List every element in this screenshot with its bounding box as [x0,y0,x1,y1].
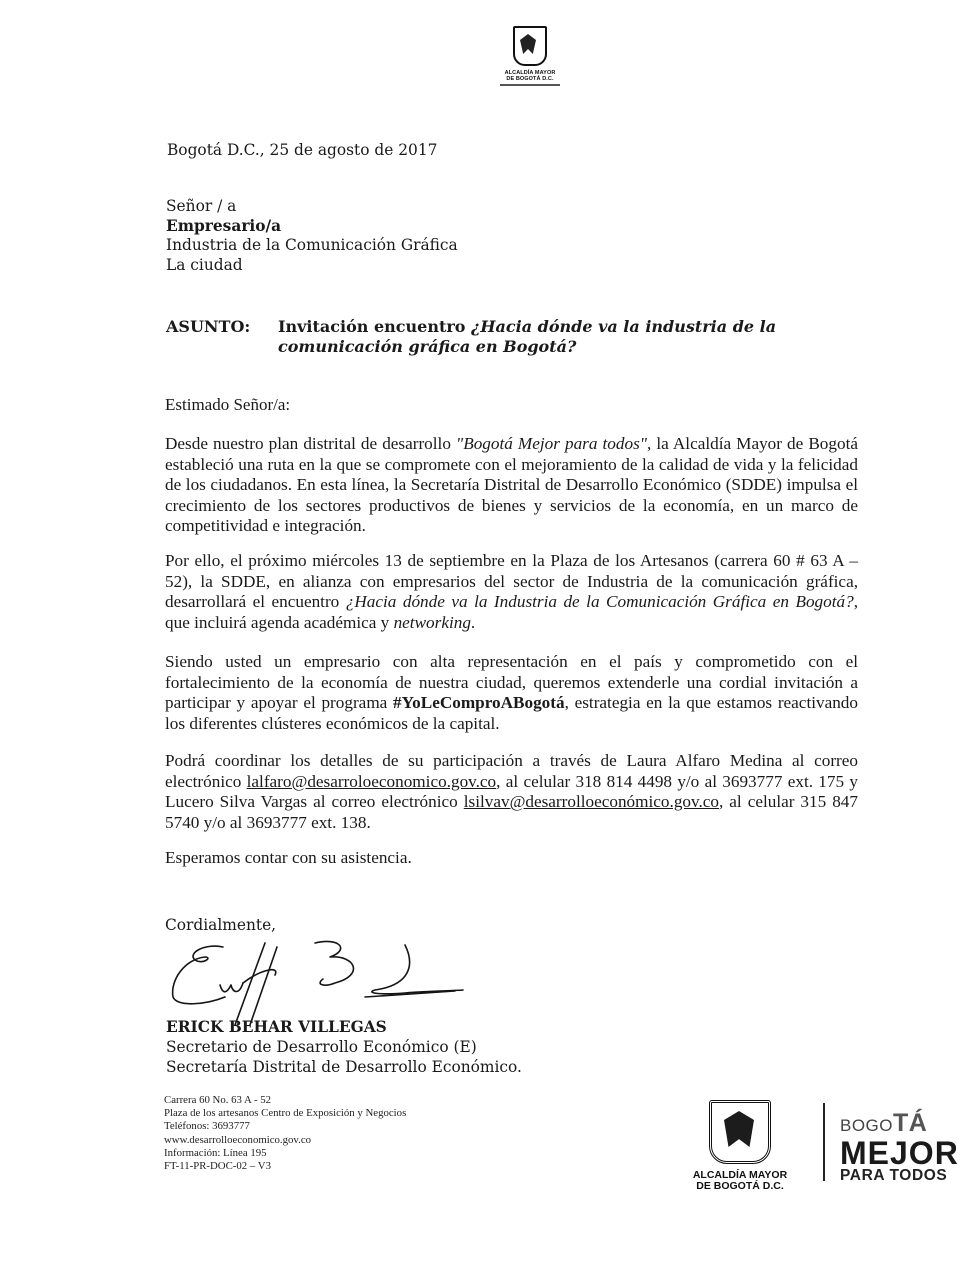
footer-divider [823,1103,825,1181]
signature-icon [165,935,465,1030]
p1-plan-name: "Bogotá Mejor para todos" [456,434,647,453]
p3-text-a: Siendo usted un empresario con alta representación en el país y comprometido con el fortalecimiento de la economía de nuestra ciudad, queremos extenderle una cordial invitación a participar y apoyar el programa [165,652,858,712]
signer-name: ERICK BEHAR VILLEGAS [166,1018,387,1036]
closing: Cordialmente, [165,916,277,934]
p3-hashtag: #YoLeComproABogotá [393,693,565,712]
p2-text-a: Por ello, el próximo miércoles 13 de septiembre en la Plaza de los Artesanos (carrera 60 # 63 A – 52), la SDDE, en alianza con empresarios del sector de Industria de la comunicación gráfica, desarrollará el encuentro [165,551,858,611]
email-link-lucero[interactable]: lsilvav@desarrolloeconómico.gov.co [463,792,720,811]
footer-crest-line2: DE BOGOTÁ D.C. [696,1180,784,1192]
subject-italic-1: ¿Hacia dónde va la industria de la [471,317,777,336]
recipient-city: La ciudad [166,255,243,274]
brand-small: BOGO [840,1116,894,1135]
p2-event-name: ¿Hacia dónde va la Industria de la Comunicación Gráfica en Bogotá? [345,592,854,611]
footer-website[interactable]: www.desarrolloeconomico.gov.co [164,1133,312,1146]
footer-address-line: Información: Línea 195 [164,1146,267,1159]
p2-text-b: , que incluirá agenda académica y [165,592,858,632]
brand-para-todos: PARA TODOS [840,1167,948,1184]
header-logo [495,26,565,86]
greeting: Estimado Señor/a: [165,395,291,414]
coat-of-arms-icon [709,1100,771,1164]
recipient-name: Empresario/a [166,216,282,235]
signer-block [166,1017,522,1077]
footer-doc-code: FT-11-PR-DOC-02 – V3 [164,1160,271,1173]
header-logo-line1: ALCALDÍA MAYOR [504,70,556,76]
signer-entity: Secretaría Distrital de Desarrollo Económico. [166,1058,522,1076]
footer-address-line: Plaza de los artesanos Centro de Exposición y Negocios [164,1107,407,1120]
coat-of-arms-icon [513,26,547,66]
footer-address-line: Teléfonos: 3693777 [164,1120,250,1133]
p4-text-b: , al celular 318 814 4498 y/o al 3693777 ext. 175 y Lucero Silva Vargas al correo electrónico [165,771,858,811]
bogota-mejor-logo [840,1110,975,1185]
footer-address-line: Carrera 60 No. 63 A - 52 [164,1094,272,1106]
recipient-organization: Industria de la Comunicación Gráfica [166,236,458,254]
subject-plain: Invitación encuentro [278,317,472,336]
p4-text-a: Podrá coordinar los detalles de su participación a través de Laura Alfaro Medina al correo electrónico [165,751,858,791]
header-logo-rule [500,84,560,86]
subject-italic-2: comunicación gráfica en Bogotá? [278,337,577,356]
paragraph-5: Esperamos contar con su asistencia. [165,848,412,867]
brand-mejor: MEJOR [840,1135,959,1171]
p2-networking: networking [393,612,471,632]
paragraph-1 [165,434,858,537]
recipient-salutation: Señor / a [166,197,237,215]
email-link-laura[interactable]: lalfaro@desarroloeconomico.gov.co [246,771,497,791]
p2-text-c: . [470,612,476,632]
date-line: Bogotá D.C., 25 de agosto de 2017 [167,141,438,159]
footer-crest-line1: ALCALDÍA MAYOR [692,1169,788,1181]
paragraph-2 [165,551,858,633]
signer-title: Secretario de Desarrollo Económico (E) [166,1038,477,1056]
paragraph-3 [165,652,858,734]
p1-text-a: Desde nuestro plan distrital de desarrollo [165,434,456,453]
footer-address [164,1094,406,1173]
header-logo-line2: DE BOGOTÁ D.C. [506,76,554,82]
subject-text [278,317,798,357]
recipient-block [166,197,458,275]
footer-alcaldia-logo [690,1100,790,1192]
subject-label: ASUNTO: [166,317,251,336]
paragraph-4 [165,751,858,833]
p3-text-b: , estrategia en la que estamos reactivando los diferentes clústeres económicos de la capital. [165,693,858,733]
p4-text-c: , al celular 315 847 5740 y/o al 3693777 ext. 138. [165,792,858,832]
brand-big: TÁ [893,1109,928,1137]
p1-text-b: , la Alcaldía Mayor de Bogotá estableció una ruta en la que se compromete con el mejoramiento de la calidad de vida y la felicidad de los ciudadanos. En esta línea, la Secretaría Distrital de Desarrollo Económico (SDDE) impulsa el crecimiento de los sectores productivos de bienes y servicios de la economía, en un marco de competitividad e integración. [165,434,858,535]
